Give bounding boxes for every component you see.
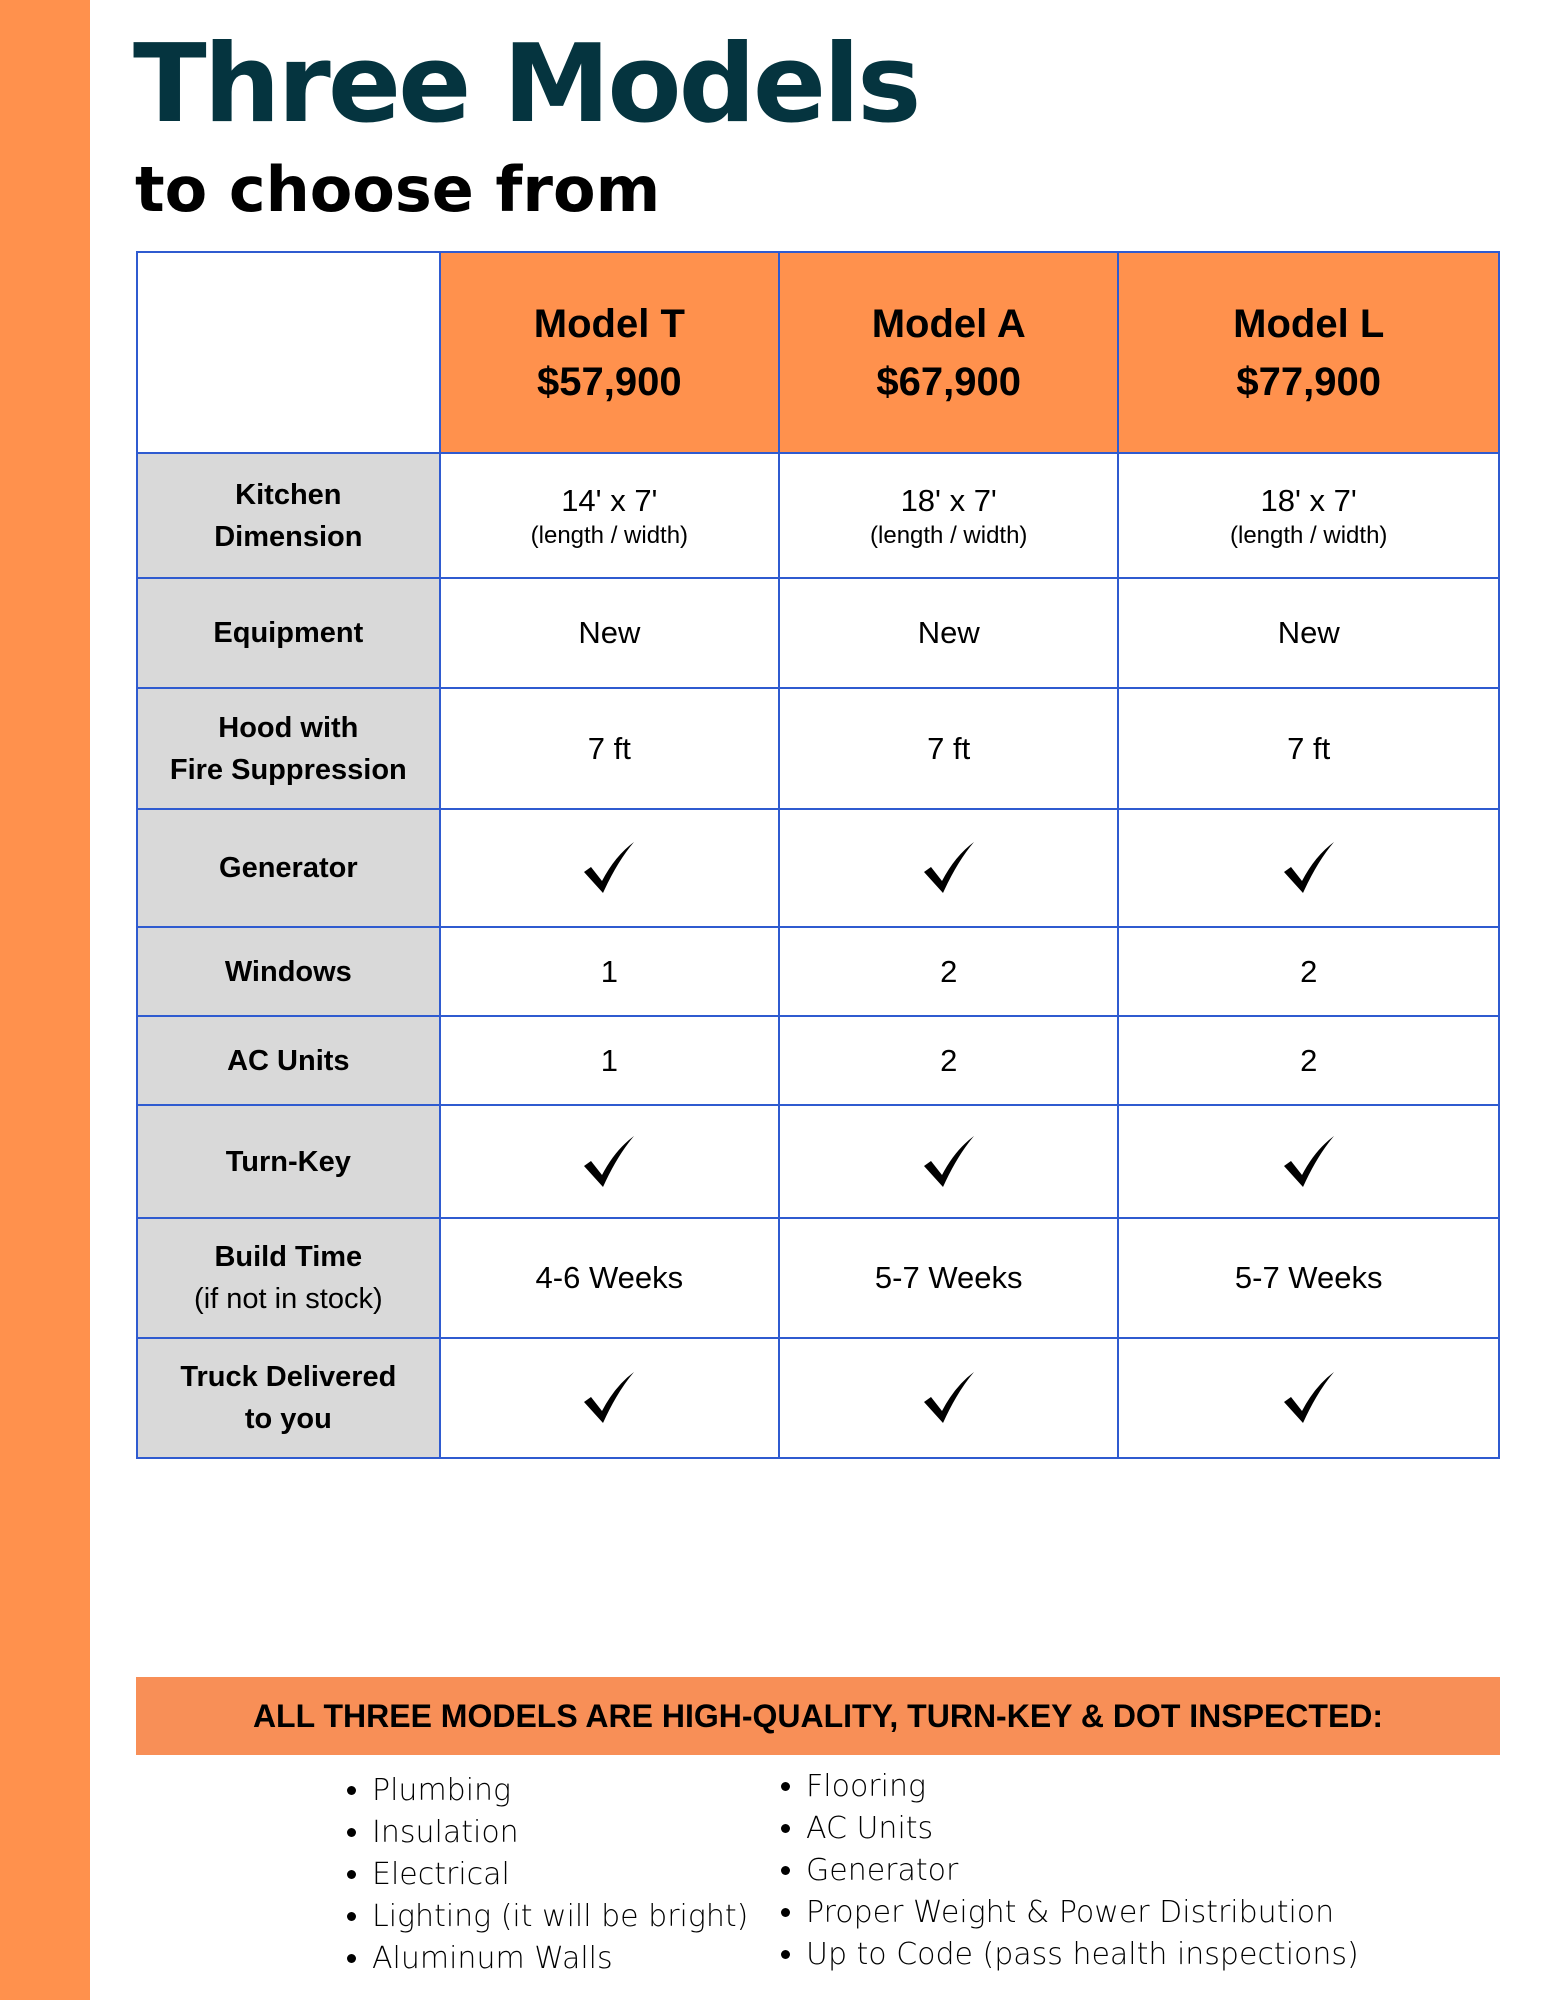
row-label-ac-units: AC Units (137, 1016, 440, 1105)
list-item: • Generator (806, 1850, 1359, 1892)
cell-model-l-truck-delivered (1118, 1338, 1499, 1458)
cell-subvalue: (length / width) (870, 521, 1028, 549)
model-name: Model A (871, 301, 1026, 346)
list-item: • Electrical (372, 1854, 748, 1896)
cell-model-l-equipment: New (1118, 578, 1499, 688)
checkmark-icon (919, 1132, 979, 1192)
row-label-line: Truck Delivered (180, 1361, 397, 1393)
checkmark-icon (1279, 838, 1339, 898)
cell-model-l-kitchen-dimension (1118, 453, 1499, 578)
row-label-hood-fire-suppression (137, 688, 440, 809)
cell-model-a-generator (779, 809, 1118, 927)
table-row (137, 578, 1499, 688)
features-list-right (770, 1766, 1359, 1976)
table-row (137, 927, 1499, 1016)
table-row (137, 1218, 1499, 1338)
model-price: $67,900 (876, 359, 1022, 404)
checkmark-icon (579, 1368, 639, 1428)
list-item: • AC Units (806, 1808, 1359, 1850)
row-label-line: to you (244, 1403, 332, 1435)
row-label-line: Build Time (214, 1241, 363, 1273)
cell-model-t-build-time: 4-6 Weeks (440, 1218, 779, 1338)
cell-model-t-ac-units: 1 (440, 1016, 779, 1105)
table-header-row (137, 252, 1499, 453)
model-price: $57,900 (537, 359, 682, 404)
cell-model-a-hood: 7 ft (779, 688, 1118, 809)
cell-model-t-equipment: New (440, 578, 779, 688)
cell-model-t-hood: 7 ft (440, 688, 779, 809)
page-subtitle: to choose from (135, 153, 661, 226)
row-label-line: Hood with (218, 711, 359, 744)
table-row (137, 1338, 1499, 1458)
cell-model-a-windows: 2 (779, 927, 1118, 1016)
cell-model-a-turn-key (779, 1105, 1118, 1218)
checkmark-icon (919, 838, 979, 898)
row-label-line: Kitchen (235, 478, 342, 511)
cell-model-l-windows: 2 (1118, 927, 1499, 1016)
row-label-truck-delivered (137, 1338, 440, 1458)
cell-model-l-build-time: 5-7 Weeks (1118, 1218, 1499, 1338)
cell-model-a-kitchen-dimension (779, 453, 1118, 578)
table-corner-cell (137, 252, 440, 453)
checkmark-icon (579, 1132, 639, 1192)
model-name: Model T (533, 301, 685, 346)
cell-model-a-ac-units: 2 (779, 1016, 1118, 1105)
row-label-line: Fire Suppression (169, 753, 407, 786)
row-label-line: Dimension (214, 520, 363, 553)
cell-value: 18' x 7' (900, 482, 997, 518)
row-label-generator: Generator (137, 809, 440, 927)
row-label-build-time (137, 1218, 440, 1338)
features-banner: ALL THREE MODELS ARE HIGH-QUALITY, TURN-KEY & DOT INSPECTED: (136, 1677, 1500, 1755)
cell-value: 14' x 7' (561, 482, 658, 518)
cell-model-t-kitchen-dimension (440, 453, 779, 578)
checkmark-icon (1279, 1368, 1339, 1428)
list-item: • Lighting (it will be bright) (372, 1896, 748, 1938)
cell-subvalue: (length / width) (530, 521, 689, 549)
table-row (137, 1105, 1499, 1218)
orange-side-bar (0, 0, 90, 2000)
row-label-turn-key: Turn-Key (137, 1105, 440, 1218)
row-label-note: (if not in stock) (194, 1283, 383, 1315)
cell-model-l-ac-units: 2 (1118, 1016, 1499, 1105)
cell-model-t-truck-delivered (440, 1338, 779, 1458)
table-row (137, 688, 1499, 809)
checkmark-icon (1279, 1132, 1339, 1192)
page-title: Three Models (133, 22, 919, 147)
checkmark-icon (919, 1368, 979, 1428)
cell-model-l-hood: 7 ft (1118, 688, 1499, 809)
cell-subvalue: (length / width) (1230, 521, 1388, 549)
cell-model-t-generator (440, 809, 779, 927)
cell-model-a-truck-delivered (779, 1338, 1118, 1458)
model-name: Model L (1233, 301, 1385, 346)
table-row (137, 1016, 1499, 1105)
model-comparison-table (136, 251, 1500, 1459)
list-item: • Plumbing (372, 1770, 748, 1812)
cell-model-l-turn-key (1118, 1105, 1499, 1218)
list-item: • Proper Weight & Power Distribution (806, 1892, 1359, 1934)
model-price: $77,900 (1236, 359, 1381, 404)
model-t-header (440, 252, 779, 453)
cell-value: 18' x 7' (1260, 482, 1357, 518)
list-item: • Up to Code (pass health inspections) (806, 1934, 1359, 1976)
table-row (137, 453, 1499, 578)
table-row (137, 809, 1499, 927)
model-a-header (779, 252, 1118, 453)
row-label-windows: Windows (137, 927, 440, 1016)
cell-model-t-turn-key (440, 1105, 779, 1218)
cell-model-a-build-time: 5-7 Weeks (779, 1218, 1118, 1338)
list-item: • Insulation (372, 1812, 748, 1854)
list-item: • Aluminum Walls (372, 1938, 748, 1980)
list-item: • Flooring (806, 1766, 1359, 1808)
model-l-header (1118, 252, 1499, 453)
cell-model-a-equipment: New (779, 578, 1118, 688)
features-list-left (336, 1770, 748, 1980)
row-label-equipment: Equipment (137, 578, 440, 688)
row-label-kitchen-dimension (137, 453, 440, 578)
checkmark-icon (579, 838, 639, 898)
cell-model-t-windows: 1 (440, 927, 779, 1016)
cell-model-l-generator (1118, 809, 1499, 927)
